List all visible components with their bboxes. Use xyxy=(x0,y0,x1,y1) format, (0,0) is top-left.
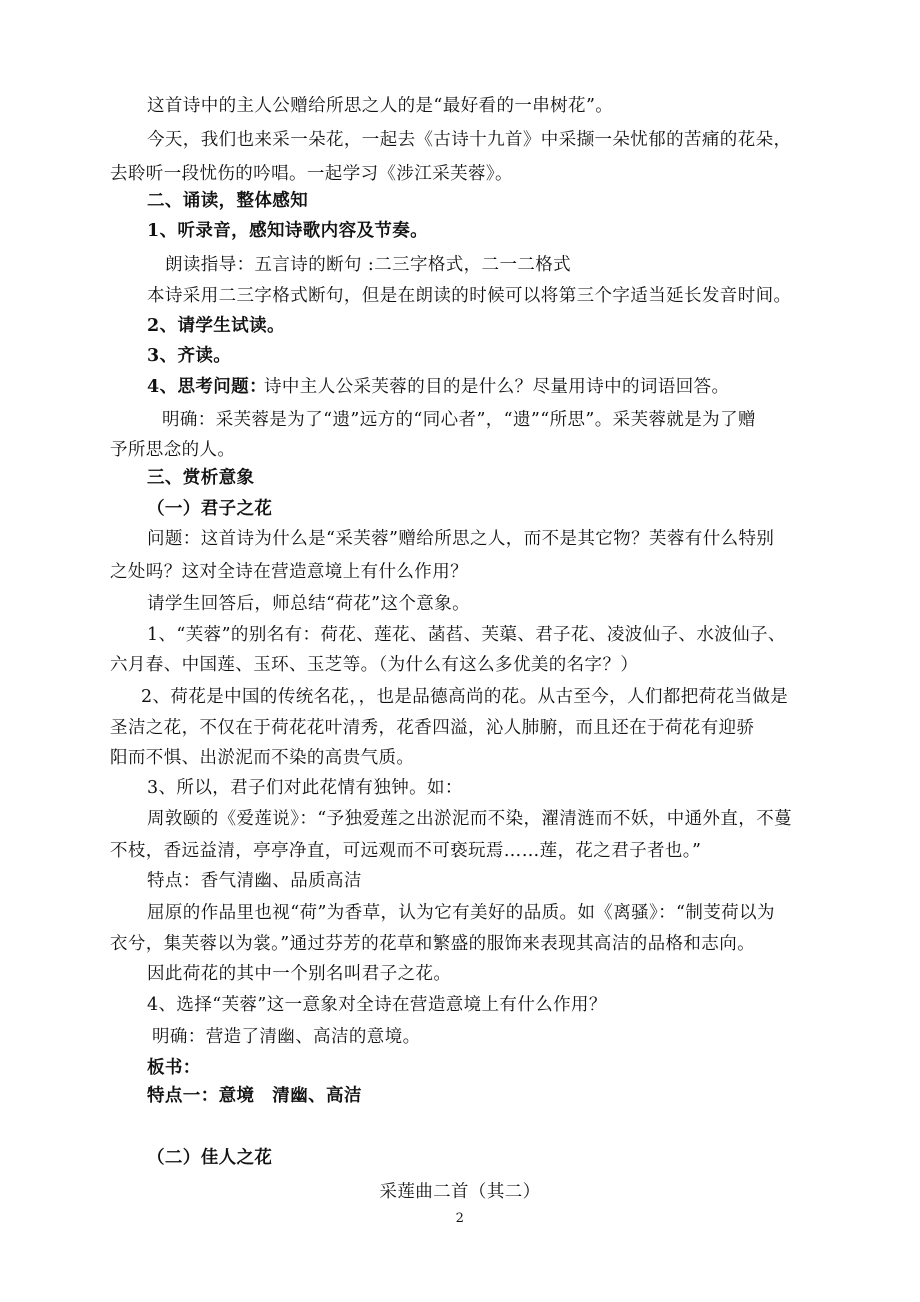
text-line: 圣洁之花，不仅在于荷花花叶清秀，花香四溢，沁人肺腑，而且还在于荷花有迎骄 xyxy=(110,718,755,738)
text-line: 朗读指导：五言诗的断句 :二三字格式，二一二格式 xyxy=(165,255,572,275)
text-line: 3、所以，君子们对此花情有独钟。如： xyxy=(147,778,463,798)
text-line: 2、荷花是中国的传统名花，，也是品德高尚的花。从古至今，人们都把荷花当做是 xyxy=(141,687,789,707)
text-line: 4、思考问题： 诗中主人公采芙蓉的目的是什么？尽量用诗中的词语回答。 xyxy=(147,377,730,397)
text-line: 问题：这首诗为什么是“采芙蓉”赠给所思之人，而不是其它物？芙蓉有什么特别 xyxy=(147,529,775,549)
text-line: 周敦颐的《爱莲说》：“予独爱莲之出淤泥而不染，濯清涟而不妖，中通外直，不蔓 xyxy=(147,809,792,829)
text-line: 请学生回答后，师总结“荷花”这个意象。 xyxy=(147,594,470,614)
text-line: 予所思念的人。 xyxy=(110,440,236,460)
poem-title: 采莲曲二首（其二） xyxy=(379,1182,541,1202)
text-line: 特点：香气清幽、品质高洁 xyxy=(147,871,362,891)
blackboard-line: 特点一：意境 清幽、高洁 xyxy=(147,1086,362,1106)
text-line: 去聆听一段忧伤的吟唱。一起学习《涉江采芙蓉》。 xyxy=(110,164,513,184)
subsection-heading: 3、齐读。 xyxy=(147,346,232,366)
text-line: 今天，我们也来采一朵花，一起去《古诗十九首》中采撷一朵忧郁的苦痛的花朵， xyxy=(147,130,792,150)
subsection-heading: （二）佳人之花 xyxy=(147,1148,273,1168)
blackboard-heading: 板书： xyxy=(147,1058,201,1078)
text-line: 六月春、中国莲、玉环、玉芝等。（为什么有这么多优美的名字？） xyxy=(110,655,639,675)
subsection-heading: 1、听录音，感知诗歌内容及节奏。 xyxy=(147,221,429,241)
text-line: 阳而不惧、出淤泥而不染的高贵气质。 xyxy=(110,748,415,768)
text-line: 衣兮，集芙蓉以为裳。”通过芬芳的花草和繁盛的服饰来表现其高洁的品格和志向。 xyxy=(110,934,755,954)
text-line: 4、选择“芙蓉”这一意象对全诗在营造意境上有什么作用？ xyxy=(147,995,607,1015)
section-heading: 三、赏析意象 xyxy=(147,468,255,488)
text-line: 不枝，香远益清，亭亭净直，可远观而不可亵玩焉……莲，花之君子者也。” xyxy=(110,841,702,861)
text-line: 明确：采芙蓉是为了“遗”远方的“同心者”，“遗”“所思”。采芙蓉就是为了赠 xyxy=(162,410,756,430)
text-line: 1、“芙蓉”的别名有：荷花、莲花、菡萏、芙蕖、君子花、凌波仙子、水波仙子、 xyxy=(147,625,786,645)
text-line: 因此荷花的其中一个别名叫君子之花。 xyxy=(147,964,452,984)
text-line: 明确：营造了清幽、高洁的意境。 xyxy=(152,1027,421,1047)
page-number: 2 xyxy=(455,1211,465,1226)
text-line: 之处吗？这对全诗在营造意境上有什么作用？ xyxy=(110,562,468,582)
text-line: 屈原的作品里也视“荷”为香草，认为它有美好的品质。如《离骚》：“制芰荷以为 xyxy=(147,903,775,923)
section-heading: 二、诵读，整体感知 xyxy=(147,191,309,211)
subsection-heading: 2、请学生试读。 xyxy=(147,316,285,336)
text-line: 本诗采用二三字格式断句，但是在朗读的时候可以将第三个字适当延长发音时间。 xyxy=(147,286,792,306)
text-line: 这首诗中的主人公赠给所思之人的是“最好看的一串树花”。 xyxy=(147,96,614,116)
subsection-heading: （一）君子之花 xyxy=(147,499,273,519)
